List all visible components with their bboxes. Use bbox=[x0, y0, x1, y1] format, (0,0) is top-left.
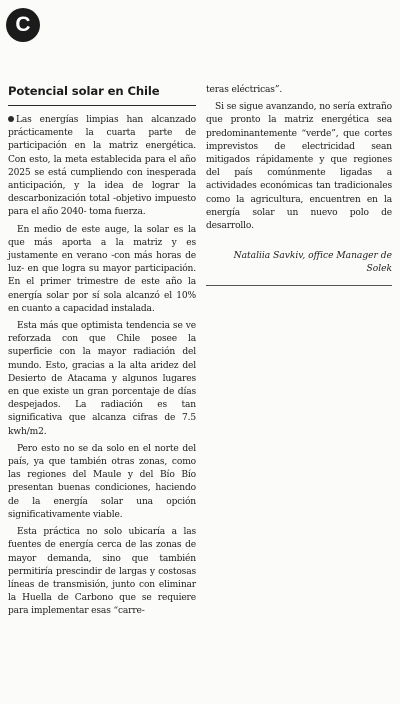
article-paragraph: En medio de este auge, la solar es la que más aporta a la matriz y es justamente en verano -con más horas de luz- en que logra su mayor participación. En el primer trimestre de este año la energía solar por sí sola alcanzó el 10% en cuanto a capacidad instalada. bbox=[8, 224, 196, 314]
article-column-left bbox=[8, 84, 196, 619]
article-paragraph: Esta práctica no solo ubicaría a las fuentes de energía cerca de las zonas de mayor demanda, sino que también permitiría prescindir de largas y costosas líneas de transmisión, junto con eliminar la Huella de Carbono que se requiere para implementar esas “carre- bbox=[8, 527, 196, 617]
article-paragraph: Las energías limpias han alcanzado prácticamente la cuarta parte de participación en la matriz energética. Con esto, la meta establecida para el año 2025 se está cumpliendo con inesperada anticipación, y la idea de lograr la descarbonización total -objetivo impuesto para el año 2040- toma fuerza. bbox=[8, 115, 196, 218]
bullet-icon bbox=[8, 116, 14, 122]
article-paragraph: Esta más que optimista tendencia se ve reforzada con que Chile posee la superficie con la mayor radiación del mundo. Esto, gracias a la alta aridez del Desierto de Atacama y algunos lugares en que existe un gran porcentaje de días despejados. La radiación es tan significativa que alcanza cifras de 7.5 kwh/m2. bbox=[8, 321, 196, 437]
article-paragraph: Pero esto no se da solo en el norte del país, ya que también otras zonas, como las regiones del Maule y del Bío Bío presentan buenas condiciones, haciendo de la energía solar una opción significativamente viable. bbox=[8, 443, 196, 520]
section-badge: C bbox=[6, 8, 40, 42]
article-paragraph-continued: teras eléctricas”. bbox=[206, 85, 283, 95]
article-column-right bbox=[206, 84, 392, 286]
article-paragraph: Si se sigue avanzando, no sería extraño que pronto la matriz energética sea predominantemente “verde”, que cortes imprevistos de electricidad sean mitigados rápidamente y que regiones del país comúnmente ligadas a actividades económicas tan tradicionales como la agricultura, encuentren en la energía solar un nuevo polo de desarrollo. bbox=[206, 102, 392, 232]
article-signature: Nataliia Savkiv, office Manager de Solek bbox=[206, 250, 392, 285]
article-title: Potencial solar en Chile bbox=[8, 84, 196, 106]
